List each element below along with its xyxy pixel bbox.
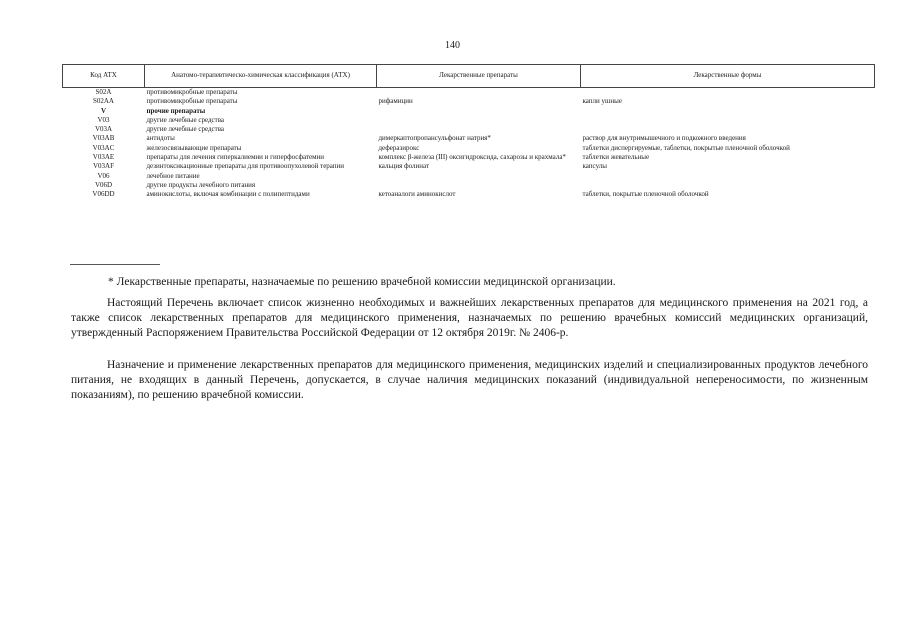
- cell-code: V03AF: [92, 162, 114, 171]
- cell-form: раствор для внутримышечного и подкожного введения: [582, 134, 746, 143]
- cell-classification: противомикробные препараты: [146, 97, 238, 106]
- cell-classification: другие лечебные средства: [146, 125, 225, 134]
- header-code: Код АТХ: [63, 65, 145, 88]
- cell-code: V06D: [94, 180, 113, 189]
- header-drugs: Лекарственные препараты: [377, 65, 581, 88]
- cell-form: [581, 125, 875, 134]
- cell-classification: аминокислоты, включая комбинации с полипептидами: [146, 190, 310, 199]
- cell-code: V: [100, 106, 107, 115]
- table-row: [63, 97, 875, 106]
- cell-form: таблетки жевательные: [582, 153, 650, 162]
- cell-drug: [377, 88, 581, 98]
- table-row: [63, 162, 875, 171]
- cell-form: [581, 88, 875, 98]
- cell-code: V03: [97, 115, 110, 124]
- cell-code: S02AA: [92, 97, 114, 106]
- table-row: [63, 116, 875, 125]
- cell-code: V03A: [94, 125, 113, 134]
- cell-drug: [377, 107, 581, 116]
- table-header-row: [63, 65, 875, 88]
- cell-drug: [377, 172, 581, 181]
- cell-form: [581, 181, 875, 190]
- cell-drug: деферазирокс: [378, 143, 420, 152]
- cell-form: капли ушные: [582, 97, 622, 106]
- table-row: [63, 88, 875, 98]
- cell-code: V06DD: [92, 190, 115, 199]
- table-row: [63, 190, 875, 199]
- cell-form: таблетки, покрытые пленочной оболочкой: [582, 190, 709, 199]
- cell-classification: дезинтоксикационные препараты для противоопухолевой терапии: [146, 162, 345, 171]
- cell-classification: другие лечебные средства: [146, 115, 225, 124]
- cell-code: S02A: [95, 88, 112, 96]
- table-row: [63, 125, 875, 134]
- table-body: [63, 88, 875, 200]
- table-row: [63, 172, 875, 181]
- cell-drug: кальция фолинат: [378, 162, 430, 171]
- cell-form: таблетки диспергируемые, таблетки, покрытые пленочной оболочкой: [582, 143, 790, 152]
- footnote-rule: [70, 264, 160, 265]
- cell-form: [581, 107, 875, 116]
- cell-drug: димеркаптопропансульфонат натрия*: [378, 134, 491, 143]
- cell-classification: другие продукты лечебного питания: [146, 180, 256, 189]
- header-forms: Лекарственные формы: [581, 65, 875, 88]
- cell-classification: лечебное питание: [146, 171, 200, 180]
- cell-classification: железосвязывающие препараты: [146, 143, 242, 152]
- header-classification: Анатомо-терапевтическо-химическая классификация (АТХ): [145, 65, 377, 88]
- cell-classification: антидоты: [146, 134, 175, 143]
- footnote: * Лекарственные препараты, назначаемые по решению врачебной комиссии медицинской организации.: [108, 276, 616, 288]
- table-row: [63, 107, 875, 116]
- cell-form: [581, 116, 875, 125]
- cell-drug: кетоаналоги аминокислот: [378, 190, 456, 199]
- cell-classification: прочие препараты: [146, 106, 206, 115]
- cell-classification: препараты для лечения гиперкалиемии и гиперфосфатемии: [146, 153, 325, 162]
- table-row: [63, 181, 875, 190]
- cell-drug: рифамицин: [378, 97, 413, 106]
- cell-code: V06: [97, 171, 110, 180]
- cell-drug: [377, 181, 581, 190]
- cell-code: V03AE: [92, 153, 115, 162]
- table-row: [63, 153, 875, 162]
- paragraph-prescription-rules: Назначение и применение лекарственных препаратов для медицинского применения, медицинских изделий и специализированных продуктов лечебного питания, не входящих в данный Перечень, допускается, в случае наличия медицинских показаний (индивидуальной непереносимости, по жизненным показаниям), по решению врачебной комиссии.: [71, 359, 868, 401]
- cell-drug: комплекс β-железа (III) оксигидроксида, сахарозы и крахмала*: [378, 153, 566, 162]
- atx-table: [62, 64, 875, 200]
- table-row: [63, 144, 875, 153]
- cell-code: V03AB: [92, 134, 115, 143]
- cell-classification: противомикробные препараты: [146, 88, 238, 96]
- cell-form: капсулы: [582, 162, 607, 171]
- page-number: 140: [445, 40, 460, 51]
- paragraph-list-scope: Настоящий Перечень включает список жизненно необходимых и важнейших лекарственных препаратов для медицинского применения на 2021 год, а также список лекарственных препаратов для медицинского применения, назначаемых по решению врачебных комиссий медицинских организаций, утвержденный Распоряжением Правительства Российской Федерации от 12 октября 2019г. № 2406-р.: [71, 297, 868, 339]
- cell-drug: [377, 125, 581, 134]
- cell-drug: [377, 116, 581, 125]
- cell-form: [581, 172, 875, 181]
- cell-code: V03AC: [92, 143, 115, 152]
- table-row: [63, 134, 875, 143]
